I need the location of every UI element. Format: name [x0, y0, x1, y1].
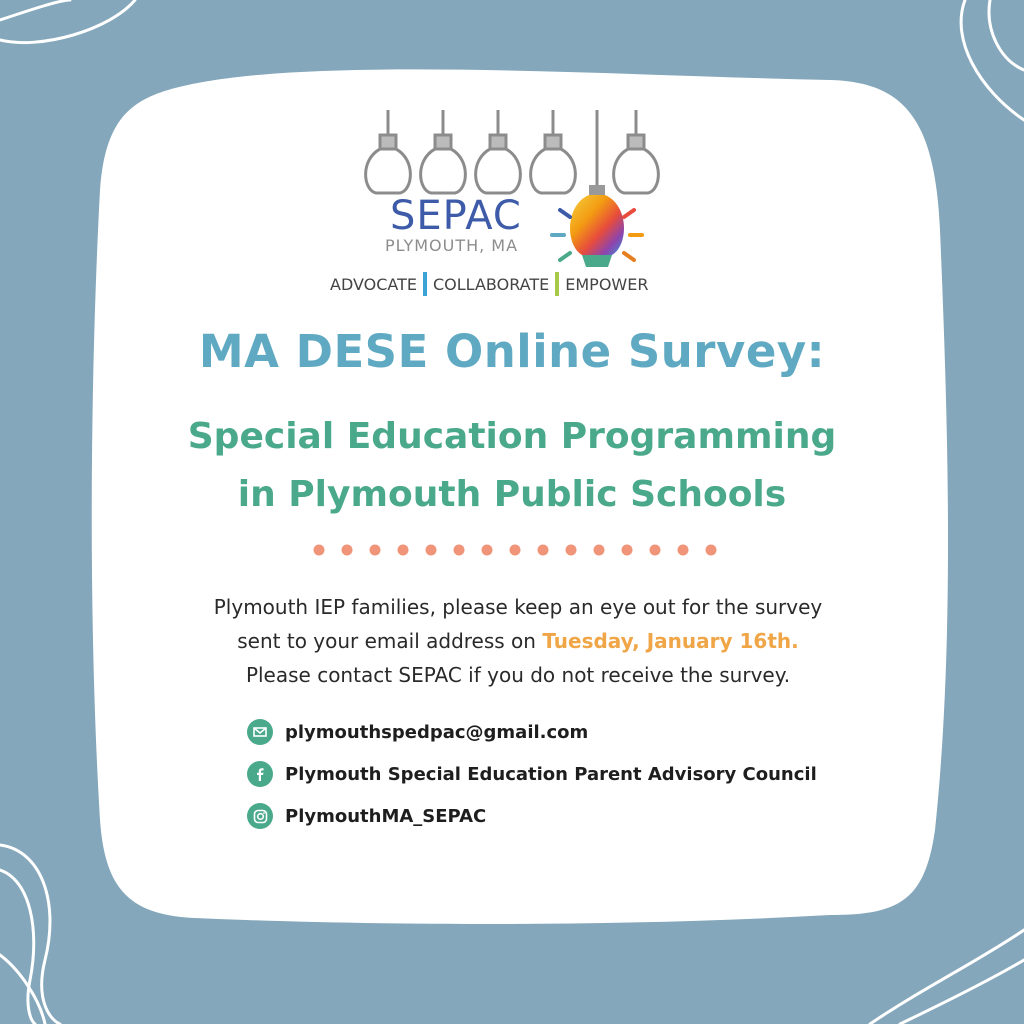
colorful-bulb-icon	[552, 185, 642, 267]
instagram-icon	[247, 803, 273, 829]
survey-subtitle	[0, 408, 1024, 524]
contact-email[interactable]	[247, 718, 817, 746]
survey-title: MA DESE Online Survey:	[198, 325, 826, 378]
logo-location: PLYMOUTH, MA	[385, 236, 519, 255]
subtitle-line-1: Special Education Programming	[187, 416, 837, 457]
description-line-3: Please contact SEPAC if you do not receive the survey.	[245, 663, 791, 687]
email-icon	[247, 719, 273, 745]
facebook-icon	[247, 761, 273, 787]
survey-description	[0, 590, 1024, 692]
instagram-handle[interactable]: PlymouthMA_SEPAC	[285, 805, 487, 827]
survey-date: Tuesday, January 16th.	[542, 629, 799, 653]
contact-list	[247, 718, 817, 844]
contact-instagram[interactable]	[247, 802, 817, 830]
tagline-empower: EMPOWER	[565, 274, 649, 294]
dotted-divider	[310, 543, 730, 557]
subtitle-line-2: in Plymouth Public Schools	[237, 474, 787, 515]
tagline-divider	[423, 272, 427, 296]
tagline-advocate: ADVOCATE	[330, 274, 417, 294]
facebook-name[interactable]: Plymouth Special Education Parent Advisory Council	[285, 763, 817, 785]
logo-tagline	[330, 272, 648, 296]
logo-name: SEPAC	[390, 193, 522, 239]
description-line-1: Plymouth IEP families, please keep an eye out for the survey	[213, 595, 823, 619]
description-line-2	[0, 624, 1024, 658]
description-line-2-text: sent to your email address on	[237, 629, 543, 653]
contact-facebook[interactable]	[247, 760, 817, 788]
email-address[interactable]: plymouthspedpac@gmail.com	[285, 721, 589, 743]
lightbulb-icon	[366, 110, 659, 193]
tagline-collaborate: COLLABORATE	[433, 274, 550, 294]
tagline-divider	[555, 272, 559, 296]
